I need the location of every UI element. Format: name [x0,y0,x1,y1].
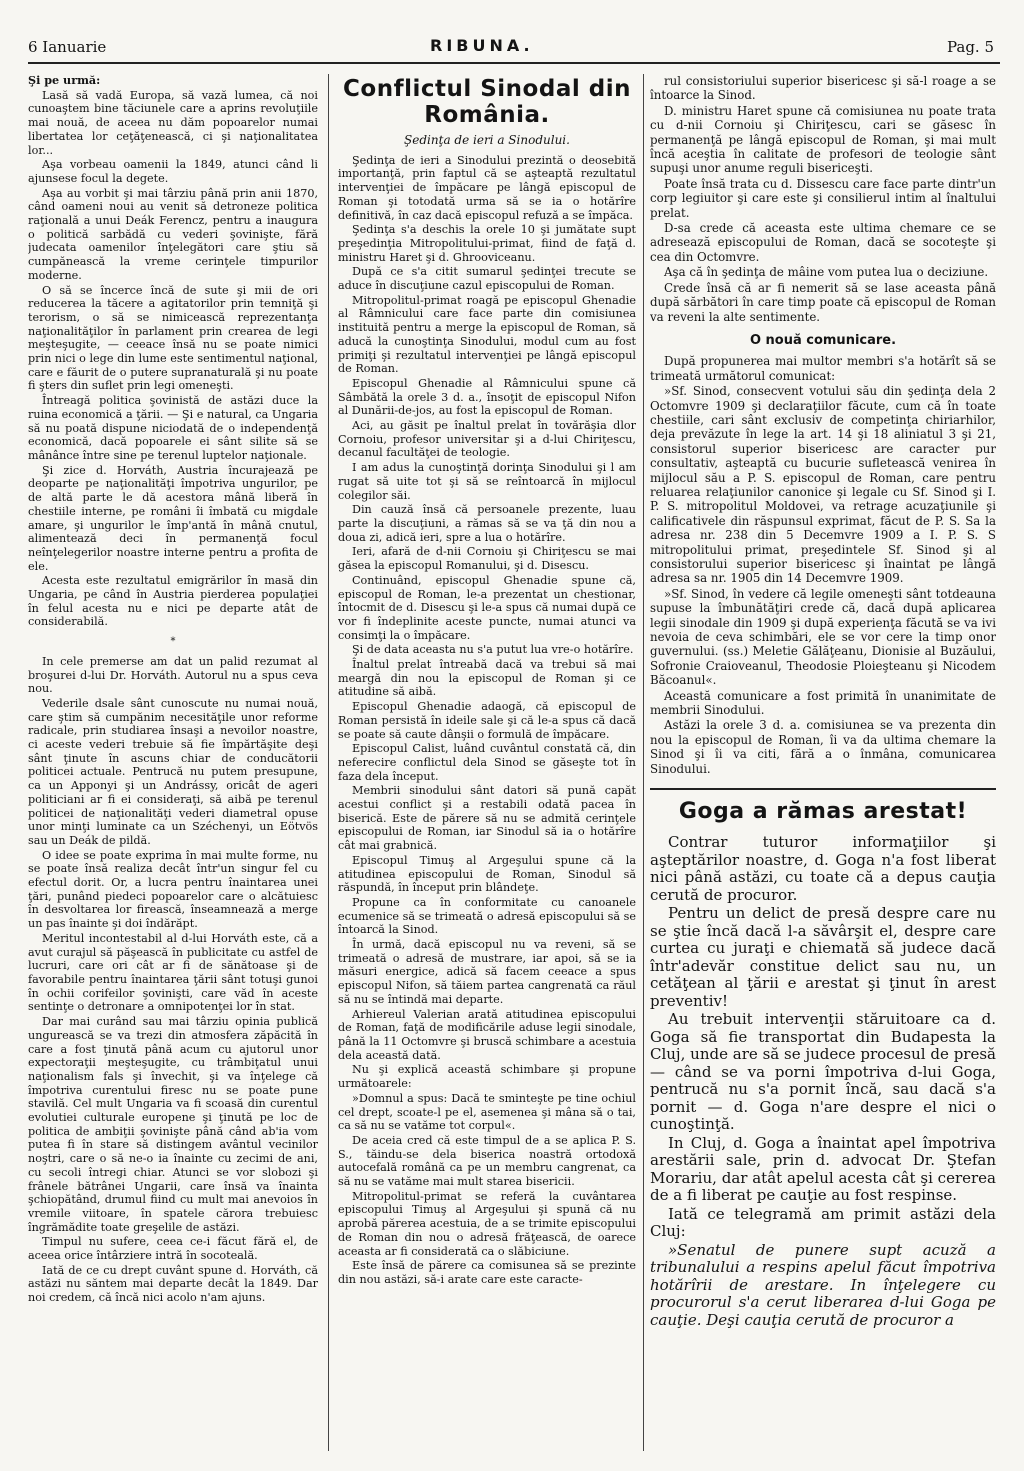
paragraph: Lasă să vadă Europa, să vază lumea, că noi cunoaştem bine tăciunele care a aprins revoluţiile mai nouă, de aceea nu dăm popoarelor numai libertatea lor ceţăţenească, ci şi naţionalitatea lor... [28,88,318,157]
paragraph: Episcopul Ghenadie al Râmnicului spune că Sâmbătă la orele 3 d. a., însoţit de episcopul Nifon al Dunării-de-jos, au fost la episcopul de Roman. [338,376,636,418]
paragraph: In Cluj, d. Goga a înaintat apel împotriva arestării sale, prin d. advocat Dr. Ştefan Morariu, dar atât apelul acesta cât şi cererea de a fi liberat pe cauţie au fost respinse. [650,1133,996,1205]
paragraph: Este însă de părere ca comisunea să se prezinte din nou astăzi, să-i arate care este caracte- [338,1259,636,1286]
paragraph: Şi zice d. Horváth, Austria încurajează pe deoparte pe naţionalităţi împotriva ungurilor, pe de altă parte le dă acestora mână liberă în chestiile interne, pe români îi îmbată cu migdale amare, şi ungurilor le împ'antă în mână cnutul, alimentează deci în permanenţă focul neînţelegerilor noastre interne pentru a profita de ele. [28,463,318,573]
paragraph: Mitropolitul-primat se referă la cuvântarea episcopului Timuş al Argeşului şi spună că nu aprobă părerea acestuia, de a se trimite episcopului de Roman din nou o adresă frăţească, de oarece aceasta ar fi considerată ca o slăbiciune. [338,1189,636,1258]
paragraph: După ce s'a citit sumarul şedinţei trecute se aduce în discuţiune cazul episcopului de Roman. [338,265,636,293]
paragraph: O să se încerce încă de sute şi mii de ori reducerea la tăcere a agitatorilor prin temniţă şi terorism, o să se nimicească reprezentanţa naţionalităţilor în parlament prin crearea de legi meşteşugite, — ceeace însă nu se poate nimici prin nici o lege din lume este sentimentul naţional, care e făurit de o putere supranaturală şi nu poate fi şters din suflet prin legi omeneşti. [28,283,318,393]
paragraph: După propunerea mai multor membri s'a hotărît să se trimeată următorul comunicat: [650,354,996,383]
paragraph: Meritul incontestabil al d-lui Horváth este, că a avut curajul să păşească în publicitate cu astfel de lucruri, care ori cât ar fi de sănătoase şi de favorabile pentru înaintarea ţării sânt totuşi gunoi în ochii corifeilor şovinişti, care văd în aceste sentinţe o detronare a omnipotenţei lor în stat. [28,931,318,1014]
lead-line: Şi pe urmă: [28,74,101,87]
date-label: 6 Ianuarie [28,38,107,56]
goga-paragraphs [650,834,996,1241]
masthead [0,28,1024,62]
article-subhead: Şedinţa de ieri a Sinodului. [404,133,570,147]
paragraph: Şedinţa de ieri a Sinodului prezintă o deosebită importanţă, prin faptul că se aşteaptă rezultatul intervenţiei de împăcare pe lângă episcopul de Roman şi totodată urma să se ia o hotărîre definitivă, în caz dacă episcopul refuză a se împăca. [338,153,636,222]
paragraph: Contrar tuturor informaţiilor şi aşteptărilor noastre, d. Goga n'a fost liberat nici până astăzi, cu toate că a depus cauţia cerută de procuror. [650,833,996,904]
column-3 [650,74,996,1471]
paragraph: D-sa crede că aceasta este ultima chemare ce se adresează episcopului de Roman, dacă se socoteşte şi cea din Octomvre. [650,221,996,264]
paragraph: Crede însă că ar fi nemerit să se lase aceasta până după sărbători în care timp poate că episcopul de Roman va reveni la alte sentimente. [650,280,996,324]
paragraph: Episcopul Ghenadie adaogă, că episcopul de Roman persistă în ideile sale şi că le-a spus că dacă se poate să caute dânşii o formulă de împăcare. [338,700,636,741]
paragraph: rul consistoriului superior bisericesc şi să-l roage a se întoarce la Sinod. [650,74,996,103]
paragraph: Iată ce telegramă am primit astăzi dela Cluj: [650,1204,996,1241]
paragraph: I am adus la cunoştinţă dorinţa Sinodului şi l am rugat să uite tot şi să se reîntoarcă în mijlocul colegilor săi. [338,461,636,502]
paragraph: In cele premerse am dat un palid rezumat al broşurei d-lui Dr. Horváth. Autorul nu a spus ceva nou. [28,654,318,696]
paragraph: Aşa că în şedinţa de mâine vom putea lua o deciziune. [664,265,989,280]
paragraph: Aci, au găsit pe înaltul prelat în tovărăşia dlor Cornoiu, profesor universitar şi a d-lui Chiriţescu, decanul facultăţei de teologie. [338,419,636,460]
paragraph: De aceia cred că este timpul de a se aplica P. S. S., tăindu-se dela biserica noastră ortodoxă autocefală română ca pe un membru cangrenat, ca să nu se vatăme mai mult starea bisericii. [338,1133,636,1189]
paragraph: Episcopul Calist, luând cuvântul constată că, din neferecire conflictul dela Sinod se găseşte tot în faza dela început. [338,742,636,783]
page-number: Pag. 5 [946,38,994,56]
goga-headline: Goga a rămas arestat! [678,799,968,825]
paragraph: Această comunicare a fost primită în unanimitate de membrii Sinodului. [650,688,996,718]
paragraph: Astăzi la orele 3 d. a. comisiunea se va prezenta din nou la episcopul de Roman, îi va da ultima chemare la Sinod şi îi va citi, fără a o înmâna, comunicarea Sinodului. [650,718,996,776]
paragraph: Pentru un delict de presă despre care nu se ştie încă dacă l-a săvârşit el, despre care curtea cu juraţi e chiemată să judece dacă într'adevăr constitue delict sau nu, un cetăţean al ţării e arestat şi ţinut în arest preventiv! [650,904,996,1010]
paragraph: Continuând, episcopul Ghenadie spune că, episcopul de Roman, le-a prezentat un chestionar, întocmit de d. Disescu şi le-a spus că numai după ce vor fi îndeplinite aceste puncte, numai atunci va consimţi la o împăcare. [338,573,636,642]
paragraph: Episcopul Timuş al Argeşului spune că la atitudinea episcopului de Roman, Sinodul să răspundă, în început prin blândeţe. [338,853,636,895]
separator-star: * [170,636,176,648]
section-heading: O nouă comunicare. [749,332,897,348]
article-headline: Conflictul Sinodal din România. [343,76,631,128]
column-3-paragraphs-2 [650,354,996,776]
goga-article [650,834,996,1329]
paragraph: »Sf. Sinod, în vedere că legile omeneşti sânt totdeauna supuse la îmbunătăţiri crede că, dacă după aplicarea legii sinodale din 1909 şi după experienţa făcută se va ivi nevoia de ceva schimbări, ele se vor cere la timp onor guvernului. (ss.) Meletie Gălăţeanu, Dionisie al Buzăului, Sofronie Craioveanul, Theodosie Ploieşteanu şi Nicodem Băcoanul«. [650,586,996,688]
paragraph: În urmă, dacă episcopul nu va reveni, să se trimeată o adresă de mustrare, iar apoi, să se ia măsuri energice, adică să facem ceeace a spus episcopul Nifon, să tăiem partea cangrenată ca răul să nu se întindă mai departe. [338,938,636,1006]
paragraph: O idee se poate exprima în mai multe forme, nu se poate însă realiza decât într'un singur fel cu efectul dorit. Or, a lucra pentru înaintarea unei ţări, punând piedeci popoarelor care o alcătuiesc în desvoltarea lor firească, înseamnează a merge un pas înainte şi doi îndărăpt. [28,848,318,931]
article-separator [650,788,996,790]
column-1-paragraphs [28,89,318,629]
paragraph: Înaltul prelat întreabă dacă va trebui să mai meargă din nou la episcopul de Roman şi ce atitudine să aibă. [338,658,636,699]
paragraph: Acesta este rezultatul emigrărilor în masă din Ungaria, pe când în Austria pierderea populaţiei în felul acesta nu e nici pe departe atât de considerabilă. [28,574,318,629]
column-divider-1 [328,74,329,1451]
newspaper-title: RIBUNA. [430,36,534,55]
paragraph: »Sf. Sinod, consecvent votului său din şedinţa dela 2 Octomvre 1909 şi declaraţiilor făcute, cum că în toate chestiile, cari sânt exclusiv de competinţa chiriarhilor, deja prevăzute în lege la art. 14 şi 18 aliniatul 3 şi 21, consistorul superior bisericesc are caracter pur consultativ, aşteaptă cu bucurie sufletească venirea în mijlocul său a P. S. episcopul de Roman, care pentru reluarea relaţiunilor canonice şi legale cu Sf. Sinod şi I. P. S. mitropolitul Moldovei, va retrage acuzaţiunile şi calificativele din răspunsul exprimat, făcut de P. S. Sa la adresa nr. 238 din 5 Decemvre 1909 a I. P. S. S mitropolitului primat, preşedintele Sf. Sinod şi al consistorului superior bisericesc şi înaintat pe lângă adresa sa nr. 1905 din 14 Decemvre 1909. [650,384,996,586]
column-1 [28,74,318,1471]
paragraph: Aşa vorbeau oamenii la 1849, atunci când li ajunsese focul la degete. [28,158,318,185]
column-1-paragraphs-2 [28,655,318,1305]
column-3-paragraphs [650,74,996,324]
paragraph: Vederile dsale sânt cunoscute nu numai nouă, care ştim să cumpănim necesităţile unor reforme radicale, prin studiarea însaşi a nevoilor noastre, ci aceste vederi trebuie să fie împărtăşite deşi sânt ţinute în ascuns chiar de conducătorii politicei actuale. Pentrucă nu putem presupune, ca un Apponyi şi un Andrássy, oricât de ageri politiciani ar fi ei consideraţi, să aibă pe terenul politicei de naţionalităţi vederi diametral opuse unor minţi luminate ca un Széchenyi, un Eötvös sau un Deák de pildă. [28,696,318,847]
paragraph: Şedinţa s'a deschis la orele 10 şi jumătate supt preşedinţia Mitropolitului-primat, fiind de faţă d. ministru Haret şi d. Ghrooviceanu. [338,223,636,264]
paragraph: Poate însă trata cu d. Dissescu care face parte dintr'un corp legiuitor şi care este şi consilierul intim al înaltului prelat. [650,176,996,220]
paragraph: D. ministru Haret spune că comisiunea nu poate trata cu d-nii Cornoiu şi Chiriţescu, cari se găsesc în permanenţă pe lângă episcopul de Roman, şi mai mult încă aceştia în calitate de profesori de teologie sânt supuşi unor anume reguli bisericeşti. [650,103,996,176]
paragraph: Propune ca în conformitate cu canoanele ecumenice să se trimeată o adresă episcopului să se întoarcă la Sinod. [338,895,636,937]
paragraph: Iată de ce cu drept cuvânt spune d. Horváth, că astăzi nu săntem mai departe decât la 1849. Dar noi credem, că încă nici acolo n'am ajuns. [28,1263,318,1305]
paragraph: Membrii sinodului sânt datori să pună capăt acestui conflict şi a restabili odată pacea în biserică. Este de părere să nu se admită cerinţele episcopului de Roman, iar Sinodul să ia o hotărîre cât mai grabnică. [338,784,636,853]
paragraph: Au trebuit intervenţii stăruitoare ca d. Goga să fie transportat din Budapesta la Cluj, unde are să se judece procesul de presă — când se va porni împotriva d-lui Goga, pentrucă nu s'a pornit încă, sau dacă s'a pornit — d. Goga n'are despre el nici o cunoştinţă. [650,1010,996,1134]
paragraph: Ieri, afară de d-nii Cornoiu şi Chiriţescu se mai găsea la episcopul Romanului, şi d. Disescu. [338,545,636,573]
paragraph: Şi de data aceasta nu s'a putut lua vre-o hotărîre. [352,643,634,657]
paragraph: Aşa au vorbit şi mai târziu până prin anii 1870, când oameni noui au venit să detroneze politica raţională a unui Deák Ferencz, pentru a inaugura o politică sarbădă cu vederi şovinişte, fără judecata oamenilor înţelegători care ştiu să cumpănească la vreme cerinţele timpurilor moderne. [28,186,318,282]
paragraph: Nu şi explică această schimbare şi propune următoarele: [338,1063,636,1091]
column-2 [338,74,636,1471]
paragraph: Din cauză însă că persoanele prezente, luau parte la discuţiuni, a rămas să se va ţă din nou a doua zi, adică ieri, spre a lua o hotărîre. [338,503,636,544]
column-2-paragraphs [338,154,636,1287]
paragraph: Mitropolitul-primat roagă pe episcopul Ghenadie al Râmnicului care face parte din comisiunea instituită pentru a merge la episcopul de Roman, să aducă la cunoştinţa Sinodului, modul cum au fost primiţi şi rezultatul intervenţiei pe lângă episcopul de Roman. [338,293,636,376]
paragraph: Dar mai curând sau mai târziu opinia publică ungurească se va trezi din atmosfera zăpăcită în care a fost ţinută până acum cu ajutorul unor expectoraţii meşteşugite, cu trâmbiţatul unui naţionalism fals şi învechit, şi va înţelege că împotriva curentului firesc nu se poate pune stavilă. Cel mult Ungaria va fi scoasă din curentul evolutiei culturale europene şi ţinută pe loc de politica de ambiţii şovinişte până când ab'ia vom putea fi în stare să distingem avântul vecinilor noştri, care o să ne-o ia înainte cu zecimi de ani, cu secoli întregi chiar. Atunci se vor slobozi şi frânele bătrânei Ungarii, care însă va înainta şchiopătând, drumul fiind cu mult mai anevoios în vremile viitoare, în spatele cărora trebuiesc îngrămădite toate greşelile de astăzi. [28,1015,318,1234]
telegram-quote: »Senatul de punere supt acuză a tribunalului a respins apelul făcut împotriva hotărîrii de arestare. In înţelegere cu procurorul s'a cerut liberarea d-lui Goga pe cauţie. Deşi cauţia cerută de procuror a [650,1240,996,1329]
paragraph: Timpul nu sufere, ceea ce-i făcut fără el, de aceea orice întârziere intră în socoteală. [28,1235,318,1263]
paragraph: »Domnul a spus: Dacă te sminteşte pe tine ochiul cel drept, scoate-l pe el, asemenea şi mâna să o tai, ca să nu se vatăme tot corpul«. [338,1091,636,1133]
paragraph: Întreagă politica şovinistă de astăzi duce la ruina economică a ţării. — Şi e natural, ca Ungaria să nu poată dispune niciodată de o independenţă economică, dacă popoarele ei sânt silite să se mânânce între sine pe terenul luptelor naţionale. [28,394,318,462]
column-divider-2 [643,74,644,1451]
masthead-rule [28,62,1000,64]
paragraph: Arhiereul Valerian arată atitudinea episcopului de Roman, faţă de modificările aduse legii sinodale, până la 11 Octomvre şi bruscă schimbare a acestuia dela această dată. [338,1007,636,1062]
